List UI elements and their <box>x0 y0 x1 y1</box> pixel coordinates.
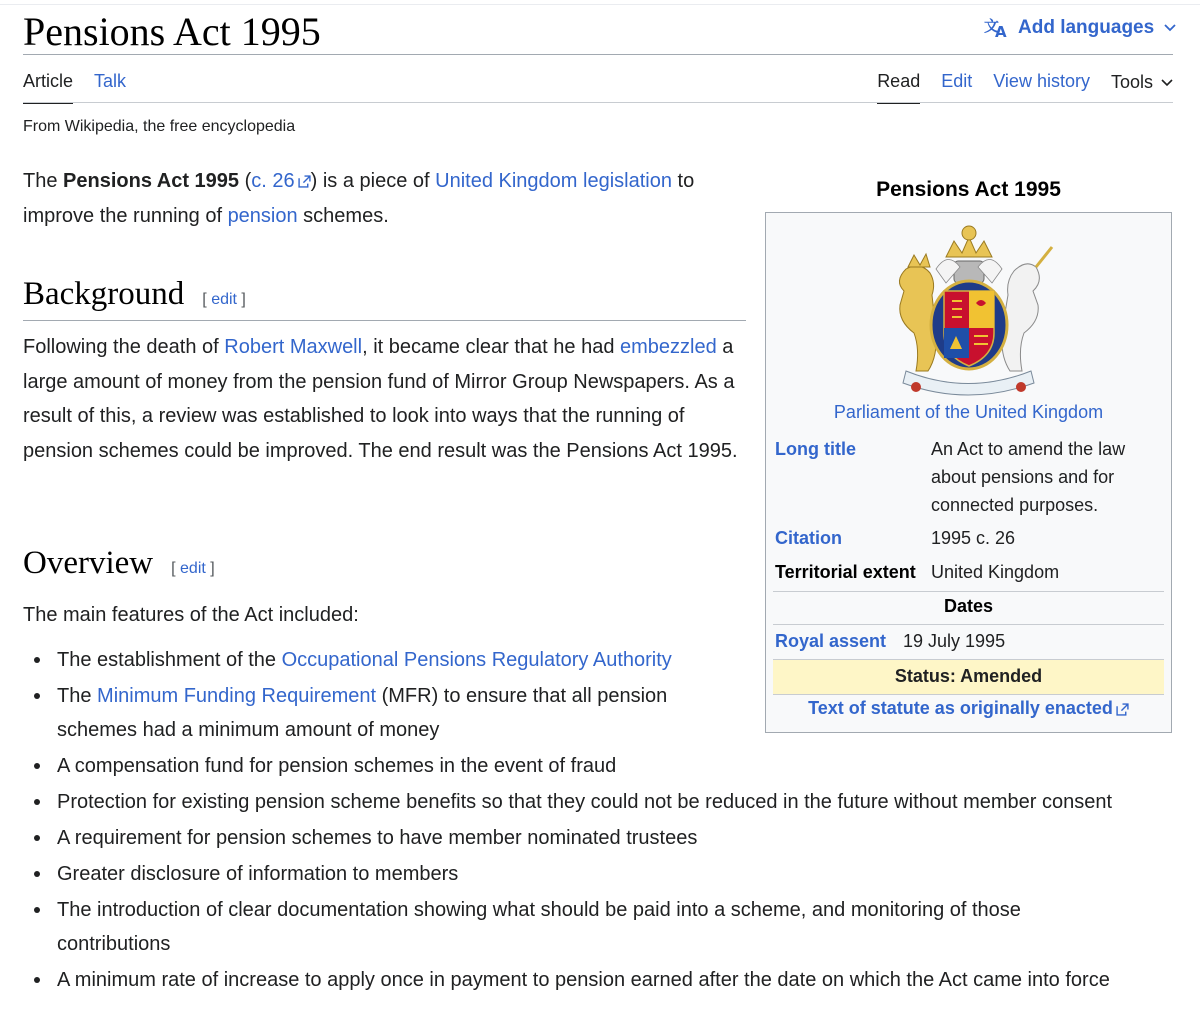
body-text: a large amount of money from the pension fund of Mirror Group Newspapers. As a result of this, a review was established to look into ways that the running of pension schemes could be improved. The end result was the Pensions Act 1995. <box>23 336 738 462</box>
background-section-heading <box>23 274 746 321</box>
list-item-text: The <box>57 685 98 707</box>
top-border <box>0 4 1200 5</box>
lead-text: ) is a piece of <box>310 170 436 192</box>
tools-menu[interactable] <box>1111 71 1173 104</box>
citation-link[interactable] <box>251 170 310 192</box>
page-title: Pensions Act 1995 <box>23 9 321 54</box>
title-divider <box>23 54 1173 55</box>
tabs-divider <box>23 102 1173 103</box>
tab-talk[interactable]: Talk <box>94 71 127 91</box>
royal-assent-value: 19 July 1995 <box>903 631 1006 651</box>
add-languages-label: Add languages <box>1018 17 1155 38</box>
overview-intro: The main features of the Act included: <box>23 604 359 626</box>
embezzled-link[interactable]: embezzled <box>620 336 717 358</box>
edit-link[interactable]: edit <box>211 291 237 308</box>
tab-read[interactable]: Read <box>877 71 920 104</box>
view-tabs <box>856 71 1173 104</box>
edit-section-link[interactable]: [ edit ] <box>202 291 246 308</box>
citation-row <box>775 524 1165 552</box>
list-item-text: The introduction of clear documentation showing what should be paid into a scheme, and monitoring of those contributions <box>57 899 1021 955</box>
bullet <box>34 799 40 805</box>
parliament-link[interactable]: Parliament of the United Kingdom <box>833 402 1104 422</box>
list-item-text: Protection for existing pension scheme benefits so that they could not be reduced in the future without member consent <box>57 791 1113 813</box>
royal-coat-of-arms-image[interactable] <box>876 221 1061 403</box>
long-title-row <box>775 435 1165 519</box>
overview-section-heading <box>23 543 746 589</box>
add-languages-button[interactable] <box>984 17 1184 39</box>
opra-link[interactable]: Occupational Pensions Regulatory Authority <box>281 649 672 671</box>
infobox-caption: Pensions Act 1995 <box>876 178 1061 201</box>
mfr-link[interactable]: Minimum Funding Requirement <box>97 685 377 707</box>
svg-text:文: 文 <box>984 17 1000 35</box>
citation-value: 1995 c. 26 <box>931 528 1016 548</box>
edit-section-link[interactable]: [ edit ] <box>171 560 215 577</box>
bullet <box>34 763 40 769</box>
namespace-tabs <box>23 71 147 104</box>
dates-heading: Dates <box>943 596 994 616</box>
list-item-text: A minimum rate of increase to apply once in payment to pension earned after the date on which the Act came into force <box>57 969 1110 991</box>
external-link-icon <box>1116 703 1129 716</box>
tools-label: Tools <box>1110 72 1153 92</box>
external-link-icon <box>298 175 311 188</box>
uk-legislation-link[interactable]: United Kingdom legislation <box>435 170 672 192</box>
infobox <box>765 212 1172 733</box>
lead-text: ( <box>239 170 252 192</box>
divider <box>773 694 1164 695</box>
background-heading: Background <box>23 276 185 312</box>
long-title-label[interactable]: Long title <box>775 439 856 459</box>
background-paragraph <box>23 330 743 468</box>
body-text: Following the death of <box>23 336 225 358</box>
tab-view-history[interactable]: View history <box>993 71 1090 91</box>
list-item <box>23 857 1183 891</box>
royal-assent-row <box>775 627 1165 655</box>
list-item <box>23 679 737 747</box>
article-subject: Pensions Act 1995 <box>63 170 240 192</box>
lead-paragraph <box>23 164 743 233</box>
territorial-extent-label: Territorial extent <box>775 562 916 582</box>
bullet <box>34 835 40 841</box>
list-item <box>23 893 1117 961</box>
robert-maxwell-link[interactable]: Robert Maxwell <box>224 336 363 358</box>
lead-text: The <box>23 170 64 192</box>
language-icon <box>984 17 1010 39</box>
list-item-text: (MFR) to ensure that all pension schemes had a minimum amount of money <box>57 685 668 741</box>
list-item-text: A requirement for pension schemes to have member nominated trustees <box>57 827 698 849</box>
text-of-statute-link[interactable] <box>766 698 1171 719</box>
divider <box>773 591 1164 592</box>
royal-assent-label[interactable]: Royal assent <box>775 631 887 651</box>
citation-link-text: c. 26 <box>251 170 295 192</box>
list-item-text: The establishment of the <box>57 649 282 671</box>
tab-edit[interactable]: Edit <box>941 71 973 91</box>
list-item <box>23 749 1183 783</box>
pension-link[interactable]: pension <box>227 204 298 227</box>
bullet <box>34 907 40 913</box>
united-kingdom-link[interactable]: United Kingdom <box>931 562 1060 582</box>
svg-text:A: A <box>995 23 1007 39</box>
list-item-text: Greater disclosure of information to members <box>57 863 459 885</box>
list-item <box>23 821 1183 855</box>
lead-text: to improve the running of <box>23 170 695 227</box>
tab-article[interactable]: Article <box>23 71 73 104</box>
list-item <box>23 963 1183 997</box>
text-of-statute-label: Text of statute as originally enacted <box>808 698 1113 718</box>
chevron-down-icon <box>1161 79 1173 87</box>
lead-text: schemes. <box>297 204 389 227</box>
overview-heading: Overview <box>23 545 154 581</box>
bullet <box>34 871 40 877</box>
list-item <box>23 785 1183 819</box>
chevron-down-icon <box>1164 24 1176 32</box>
tagline: From Wikipedia, the free encyclopedia <box>23 118 296 135</box>
status-badge: Status: Amended <box>773 659 1164 694</box>
territorial-extent-row <box>775 558 1165 586</box>
bullet <box>34 977 40 983</box>
body-text: , it became clear that he had <box>362 336 621 358</box>
bullet <box>34 657 40 663</box>
citation-label[interactable]: Citation <box>775 528 842 548</box>
edit-link[interactable]: edit <box>180 560 206 577</box>
list-item-text: A compensation fund for pension schemes in the event of fraud <box>57 755 617 777</box>
bullet <box>34 693 40 699</box>
divider <box>773 624 1164 625</box>
long-title-value: An Act to amend the law about pensions and for connected purposes. <box>931 439 1126 515</box>
